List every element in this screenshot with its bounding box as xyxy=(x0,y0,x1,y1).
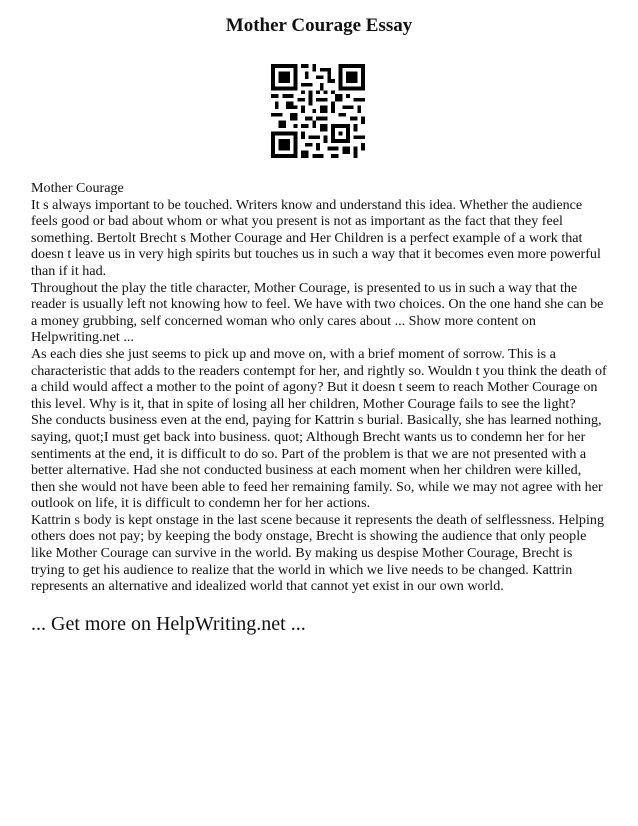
essay-paragraph: Throughout the play the title character, Mother Courage, is presented to us in such a way that the reader is usually left not knowing how to feel. We have with two choices. On the one hand she can be a money grubbing, self concerned woman who only cares about ... Show more content on Helpwriting.net ... xyxy=(31,279,604,346)
essay-paragraph: It s always important to be touched. Writers know and understand this idea. Whether the audience feels good or bad about whom or what you present is not as important as the fact that they feel something. Bertolt Brecht s Mother Courage and Her Children is a perfect example of a work that doesn t leave us in very high spirits but touches us in such a way that it becomes even more powerful than if it had. xyxy=(31,196,601,279)
essay-paragraph: Kattrin s body is kept onstage in the last scene because it represents the death of selflessness. Helping others does not pay; by keeping the body onstage, Brecht is showing the audience that only people like Mother Courage can survive in the world. By making us despise Mother Courage, Brecht is trying to get his audience to realize that the world in which we live needs to be changed. Kattrin represents an alternative and idealized world that cannot yet exist in our own world. xyxy=(31,511,604,595)
essay-heading: Mother Courage xyxy=(31,180,124,196)
qr-code-icon xyxy=(271,64,365,158)
essay-body xyxy=(31,180,609,595)
essay-paragraph: She conducts business even at the end, paying for Kattrin s burial. Basically, she has learned nothing, saying, quot;I must get back into business. quot; Although Brecht wants us to condemn her for her sentiments at the end, it is difficult to do so. Part of the problem is that we are not presented with a better alternative. Had she not conducted business at each moment when her children were killed, then she would not have been able to feed her remaining family. So, while we may not agree with her outlook on life, it is difficult to condemn her for her actions. xyxy=(31,412,603,512)
essay-paragraph: As each dies she just seems to pick up and move on, with a brief moment of sorrow. This is a characteristic that adds to the readers contempt for her, and rightly so. Wouldn t you think the death of a child would affect a mother to the point of agony? But it doesn t seem to reach Mother Courage on this level. Why is it, that in spite of losing all her children, Mother Courage fails to see the light? xyxy=(31,345,607,412)
get-more-link[interactable]: ... Get more on HelpWriting.net ... xyxy=(31,613,306,635)
page-title: Mother Courage Essay xyxy=(225,15,413,36)
